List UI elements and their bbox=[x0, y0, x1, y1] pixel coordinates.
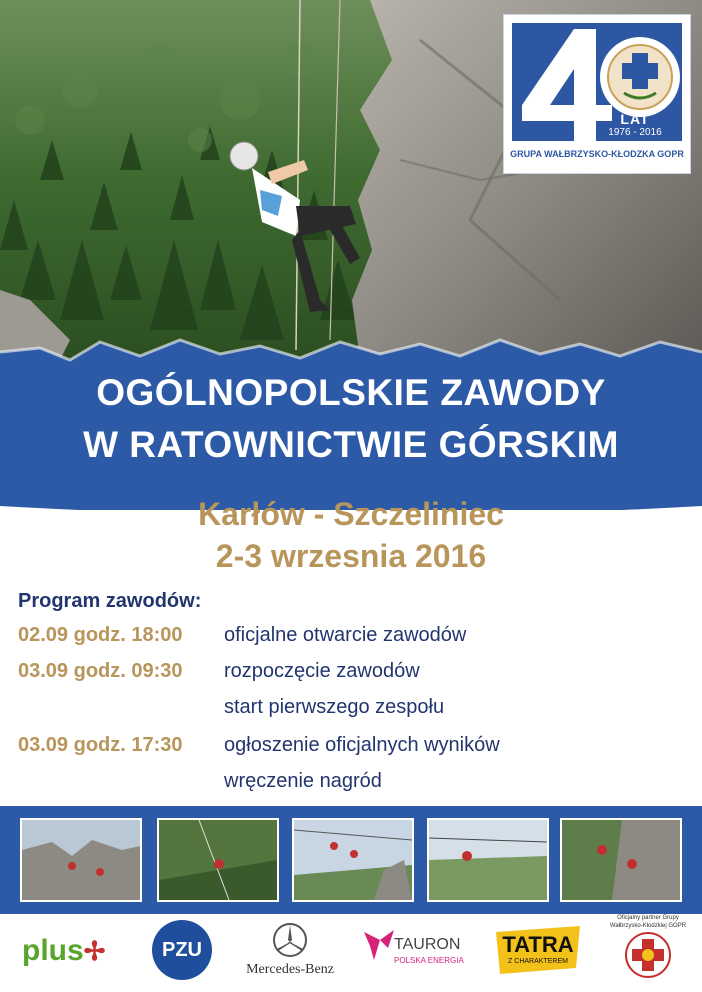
tauron-wordmark: TAURON bbox=[394, 936, 461, 953]
mercedes-star-icon bbox=[272, 922, 308, 958]
sponsor-plus-logo bbox=[22, 934, 105, 968]
logo-lat-label: LAT bbox=[620, 111, 650, 127]
mercedes-wordmark: Mercedes-Benz bbox=[246, 962, 334, 977]
title-band bbox=[0, 330, 702, 510]
program-row bbox=[18, 624, 466, 647]
title-line-1: OGÓLNOPOLSKIE ZAWODY bbox=[96, 372, 606, 413]
program-time: 03.09 godz. 17:30 bbox=[18, 734, 183, 756]
logo-years-range: 1976 - 2016 bbox=[608, 127, 662, 138]
sponsor-bar bbox=[0, 914, 702, 992]
program-activity: rozpoczęcie zawodów bbox=[224, 660, 420, 682]
event-date: 2-3 wrzesnia 2016 bbox=[215, 538, 487, 574]
partner-note: Oficjalny partner Grupy Wałbrzysko-Kłodzkiej GOPR bbox=[609, 915, 687, 929]
photo-strip bbox=[0, 806, 702, 914]
hero-photo bbox=[0, 0, 702, 360]
title-line-2: W RATOWNICTWIE GÓRSKIM bbox=[83, 424, 619, 465]
program-time: 02.09 godz. 18:00 bbox=[18, 624, 183, 646]
tatra-wordmark: TATRA bbox=[502, 932, 574, 957]
program-heading: Program zawodów: bbox=[18, 590, 202, 612]
plus-mark-icon: ✢ bbox=[83, 936, 106, 966]
tatra-tagline: Z CHARAKTEREM bbox=[508, 958, 568, 965]
sponsor-mercedes-logo bbox=[240, 922, 340, 978]
logo-years-box bbox=[596, 111, 674, 138]
sponsor-plus-text: plus bbox=[22, 934, 84, 967]
thumbnail-photo-1 bbox=[20, 818, 142, 902]
program-row bbox=[18, 734, 500, 757]
thumbnail-photo-2 bbox=[157, 818, 279, 902]
anniversary-logo bbox=[503, 14, 691, 174]
program-row bbox=[18, 660, 420, 683]
thumbnail-photo-5 bbox=[560, 818, 682, 902]
thumbnail-photo-3 bbox=[292, 818, 414, 902]
title-band-shape bbox=[0, 330, 702, 510]
program-row bbox=[224, 696, 444, 719]
program-row bbox=[224, 770, 382, 793]
sponsor-partner-logo bbox=[600, 914, 696, 984]
program-activity: start pierwszego zespołu bbox=[224, 696, 445, 718]
sponsor-tatra-logo bbox=[494, 924, 582, 976]
thumbnail-photo-4 bbox=[427, 818, 549, 902]
program-activity: oficjalne otwarcie zawodów bbox=[224, 624, 467, 646]
program-activity: wręczenie nagród bbox=[224, 770, 382, 792]
program-activity: ogłoszenie oficjalnych wyników bbox=[224, 734, 500, 756]
tauron-mark-icon bbox=[360, 926, 398, 962]
tauron-tagline: POLSKA ENERGIA bbox=[394, 956, 464, 965]
rescue-cross-badge-icon bbox=[623, 930, 673, 980]
event-location: Karłów - Szczeliniec bbox=[198, 496, 504, 532]
sponsor-pzu-logo: PZU bbox=[152, 920, 212, 980]
logo-group-name: GRUPA WAŁBRZYSKO-KŁODZKA GOPR bbox=[510, 149, 684, 159]
sponsor-tauron-logo bbox=[360, 926, 464, 966]
program-time: 03.09 godz. 09:30 bbox=[18, 660, 183, 682]
